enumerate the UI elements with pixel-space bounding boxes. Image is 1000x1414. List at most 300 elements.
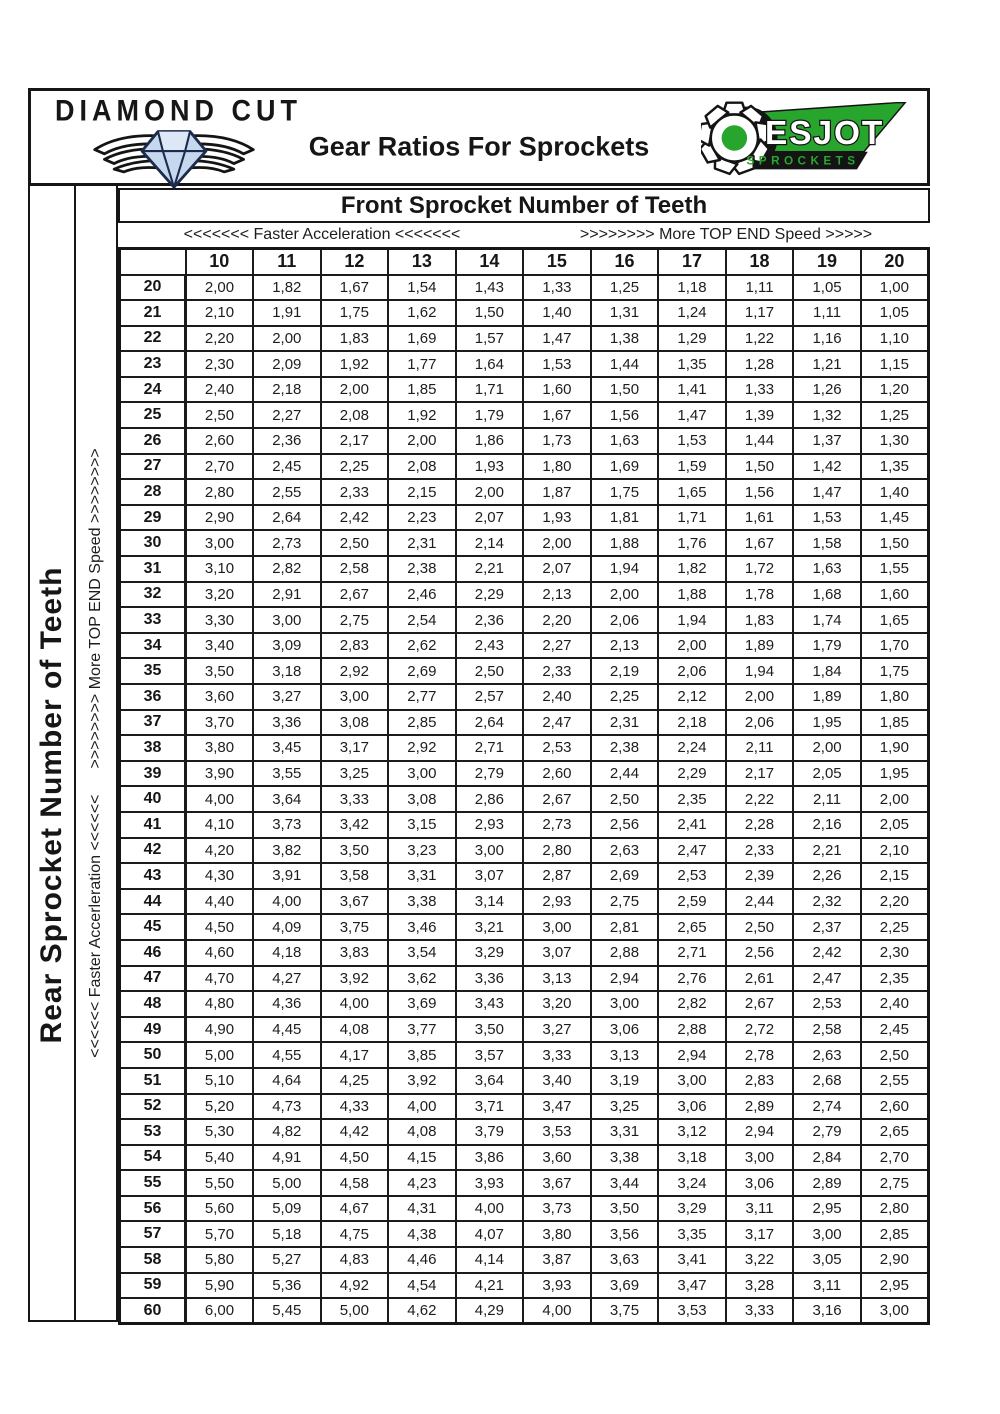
rear-teeth-header-31: 31 <box>120 556 186 582</box>
ratio-cell: 5,00 <box>186 1042 254 1068</box>
ratio-cell: 2,31 <box>591 710 659 736</box>
ratio-cell: 6,00 <box>186 1298 254 1324</box>
ratio-cell: 2,18 <box>253 377 321 403</box>
ratio-cell: 2,54 <box>388 607 456 633</box>
ratio-cell: 2,30 <box>186 351 254 377</box>
ratio-cell: 2,53 <box>658 863 726 889</box>
ratio-cell: 2,43 <box>456 633 524 659</box>
ratio-cell: 3,06 <box>726 1170 794 1196</box>
ratio-cell: 1,67 <box>321 275 389 301</box>
ratio-cell: 2,95 <box>861 1273 929 1299</box>
ratio-row-39 <box>120 761 929 787</box>
ratio-row-58 <box>120 1247 929 1273</box>
rear-teeth-header-25: 25 <box>120 402 186 428</box>
ratio-cell: 2,33 <box>321 479 389 505</box>
ratio-cell: 2,29 <box>456 582 524 608</box>
ratio-cell: 3,36 <box>456 966 524 992</box>
ratio-cell: 2,64 <box>456 710 524 736</box>
ratio-cell: 2,32 <box>793 889 861 915</box>
rear-teeth-header-52: 52 <box>120 1094 186 1120</box>
ratio-cell: 3,70 <box>186 710 254 736</box>
ratio-cell: 4,00 <box>456 1196 524 1222</box>
ratio-cell: 3,69 <box>591 1273 659 1299</box>
ratio-row-51 <box>120 1068 929 1094</box>
ratio-cell: 3,38 <box>591 1145 659 1171</box>
front-teeth-header-13: 13 <box>388 249 456 275</box>
ratio-cell: 4,08 <box>388 1119 456 1145</box>
ratio-cell: 1,59 <box>658 454 726 480</box>
ratio-cell: 2,40 <box>186 377 254 403</box>
rear-teeth-header-42: 42 <box>120 838 186 864</box>
ratio-cell: 4,07 <box>456 1221 524 1247</box>
ratio-cell: 2,33 <box>523 658 591 684</box>
ratio-cell: 3,11 <box>726 1196 794 1222</box>
ratio-cell: 4,55 <box>253 1042 321 1068</box>
ratio-cell: 1,55 <box>861 556 929 582</box>
ratio-row-20 <box>120 275 929 301</box>
ratio-cell: 2,60 <box>861 1094 929 1120</box>
ratio-cell: 1,00 <box>861 275 929 301</box>
ratio-cell: 4,91 <box>253 1145 321 1171</box>
ratio-cell: 1,76 <box>658 530 726 556</box>
ratio-cell: 3,17 <box>321 735 389 761</box>
rear-teeth-header-58: 58 <box>120 1247 186 1273</box>
ratio-cell: 3,90 <box>186 761 254 787</box>
ratio-row-46 <box>120 940 929 966</box>
ratio-cell: 2,87 <box>523 863 591 889</box>
esjot-sprockets-label: SPROCKETS <box>746 154 860 168</box>
ratio-cell: 2,25 <box>861 914 929 940</box>
ratio-cell: 2,07 <box>456 505 524 531</box>
ratio-cell: 1,84 <box>793 658 861 684</box>
ratio-cell: 2,78 <box>726 1042 794 1068</box>
ratio-cell: 2,70 <box>861 1145 929 1171</box>
ratio-cell: 1,45 <box>861 505 929 531</box>
ratio-cell: 2,41 <box>658 812 726 838</box>
ratio-cell: 2,53 <box>523 735 591 761</box>
ratio-cell: 3,17 <box>726 1221 794 1247</box>
ratio-cell: 1,67 <box>523 402 591 428</box>
ratio-cell: 2,58 <box>793 1017 861 1043</box>
ratio-row-29 <box>120 505 929 531</box>
ratio-cell: 2,15 <box>861 863 929 889</box>
front-teeth-header-12: 12 <box>321 249 389 275</box>
rear-teeth-header-39: 39 <box>120 761 186 787</box>
ratio-cell: 2,67 <box>321 582 389 608</box>
ratio-cell: 3,92 <box>321 966 389 992</box>
ratio-cell: 5,30 <box>186 1119 254 1145</box>
ratio-cell: 1,65 <box>658 479 726 505</box>
ratio-cell: 4,33 <box>321 1094 389 1120</box>
diamond-cut-wordmark: DIAMOND CUT <box>55 94 302 127</box>
ratio-row-27 <box>120 454 929 480</box>
ratio-cell: 3,87 <box>523 1247 591 1273</box>
ratio-cell: 3,00 <box>523 914 591 940</box>
ratio-cell: 4,20 <box>186 838 254 864</box>
ratio-cell: 4,40 <box>186 889 254 915</box>
ratio-cell: 1,40 <box>523 300 591 326</box>
ratio-cell: 3,50 <box>456 1017 524 1043</box>
ratio-cell: 1,31 <box>591 300 659 326</box>
ratio-cell: 1,80 <box>861 684 929 710</box>
ratio-cell: 1,90 <box>861 735 929 761</box>
ratio-cell: 2,00 <box>726 684 794 710</box>
ratio-cell: 2,90 <box>186 505 254 531</box>
ratio-cell: 3,13 <box>591 1042 659 1068</box>
ratio-cell: 2,89 <box>793 1170 861 1196</box>
rear-teeth-header-56: 56 <box>120 1196 186 1222</box>
ratio-cell: 2,28 <box>726 812 794 838</box>
ratio-cell: 4,80 <box>186 991 254 1017</box>
rear-teeth-header-35: 35 <box>120 658 186 684</box>
ratio-cell: 1,94 <box>591 556 659 582</box>
ratio-cell: 3,22 <box>726 1247 794 1273</box>
ratio-cell: 1,75 <box>861 658 929 684</box>
ratio-cell: 1,40 <box>861 479 929 505</box>
ratio-cell: 2,10 <box>861 838 929 864</box>
ratio-cell: 2,93 <box>456 812 524 838</box>
ratio-row-37 <box>120 710 929 736</box>
ratio-cell: 2,79 <box>456 761 524 787</box>
ratio-cell: 4,50 <box>186 914 254 940</box>
ratio-cell: 5,10 <box>186 1068 254 1094</box>
ratio-cell: 3,00 <box>658 1068 726 1094</box>
ratio-cell: 3,69 <box>388 991 456 1017</box>
ratio-cell: 3,18 <box>658 1145 726 1171</box>
ratio-cell: 3,38 <box>388 889 456 915</box>
ratio-cell: 3,20 <box>523 991 591 1017</box>
ratio-cell: 2,40 <box>523 684 591 710</box>
ratio-cell: 4,17 <box>321 1042 389 1068</box>
ratio-cell: 3,33 <box>523 1042 591 1068</box>
ratio-cell: 3,00 <box>861 1298 929 1324</box>
ratio-cell: 3,09 <box>253 633 321 659</box>
ratio-cell: 2,06 <box>658 658 726 684</box>
ratio-cell: 4,82 <box>253 1119 321 1145</box>
ratio-cell: 2,94 <box>726 1119 794 1145</box>
ratio-cell: 2,64 <box>253 505 321 531</box>
ratio-cell: 1,93 <box>523 505 591 531</box>
ratio-cell: 3,50 <box>321 838 389 864</box>
ratio-row-41 <box>120 812 929 838</box>
ratio-cell: 3,60 <box>186 684 254 710</box>
rear-teeth-header-27: 27 <box>120 454 186 480</box>
ratio-cell: 2,31 <box>388 530 456 556</box>
ratio-cell: 2,26 <box>793 863 861 889</box>
ratio-cell: 1,74 <box>793 607 861 633</box>
ratio-cell: 1,50 <box>456 300 524 326</box>
ratio-cell: 5,20 <box>186 1094 254 1120</box>
ratio-cell: 2,07 <box>523 556 591 582</box>
ratio-cell: 4,15 <box>388 1145 456 1171</box>
ratio-cell: 1,18 <box>658 275 726 301</box>
ratio-cell: 2,25 <box>591 684 659 710</box>
ratio-cell: 2,85 <box>388 710 456 736</box>
ratio-cell: 1,53 <box>793 505 861 531</box>
ratio-cell: 1,75 <box>591 479 659 505</box>
ratio-cell: 1,21 <box>793 351 861 377</box>
ratio-cell: 3,80 <box>523 1221 591 1247</box>
front-teeth-header-18: 18 <box>726 249 794 275</box>
ratio-cell: 2,00 <box>861 786 929 812</box>
ratio-cell: 4,62 <box>388 1298 456 1324</box>
ratio-cell: 4,08 <box>321 1017 389 1043</box>
ratio-cell: 1,93 <box>456 454 524 480</box>
direction-row <box>120 223 928 247</box>
ratio-cell: 2,73 <box>523 812 591 838</box>
ratio-cell: 1,56 <box>726 479 794 505</box>
rear-teeth-header-60: 60 <box>120 1298 186 1324</box>
ratio-cell: 1,33 <box>523 275 591 301</box>
ratio-cell: 2,94 <box>591 966 659 992</box>
ratio-cell: 1,35 <box>861 454 929 480</box>
ratio-cell: 2,83 <box>726 1068 794 1094</box>
ratio-cell: 1,56 <box>591 402 659 428</box>
ratio-cell: 1,39 <box>726 402 794 428</box>
rear-teeth-header-32: 32 <box>120 582 186 608</box>
ratio-cell: 3,73 <box>523 1196 591 1222</box>
ratio-cell: 3,33 <box>321 786 389 812</box>
ratio-cell: 1,63 <box>591 428 659 454</box>
ratio-cell: 2,63 <box>591 838 659 864</box>
ratio-cell: 3,93 <box>523 1273 591 1299</box>
ratio-cell: 2,23 <box>388 505 456 531</box>
ratio-cell: 4,54 <box>388 1273 456 1299</box>
ratio-cell: 1,11 <box>726 275 794 301</box>
ratio-cell: 2,08 <box>321 402 389 428</box>
ratio-cell: 3,73 <box>253 812 321 838</box>
ratio-cell: 4,09 <box>253 914 321 940</box>
ratio-cell: 3,44 <box>591 1170 659 1196</box>
ratio-cell: 2,63 <box>793 1042 861 1068</box>
ratio-cell: 1,85 <box>861 710 929 736</box>
ratio-cell: 3,19 <box>591 1068 659 1094</box>
ratio-cell: 1,11 <box>793 300 861 326</box>
ratio-cell: 2,05 <box>793 761 861 787</box>
ratio-cell: 2,22 <box>726 786 794 812</box>
ratio-cell: 1,62 <box>388 300 456 326</box>
ratio-cell: 1,47 <box>658 402 726 428</box>
ratio-cell: 1,30 <box>861 428 929 454</box>
ratio-cell: 1,85 <box>388 377 456 403</box>
ratio-cell: 1,60 <box>861 582 929 608</box>
ratio-cell: 1,79 <box>793 633 861 659</box>
diamond-cut-logo <box>55 94 302 190</box>
ratio-row-48 <box>120 991 929 1017</box>
ratio-cell: 2,21 <box>793 838 861 864</box>
ratio-cell: 2,38 <box>591 735 659 761</box>
ratio-cell: 2,44 <box>591 761 659 787</box>
ratio-cell: 4,31 <box>388 1196 456 1222</box>
winged-diamond-icon <box>86 126 262 190</box>
ratio-cell: 3,54 <box>388 940 456 966</box>
ratio-cell: 3,12 <box>658 1119 726 1145</box>
ratio-cell: 1,20 <box>861 377 929 403</box>
ratio-cell: 2,17 <box>726 761 794 787</box>
ratio-cell: 3,58 <box>321 863 389 889</box>
ratio-cell: 5,60 <box>186 1196 254 1222</box>
ratio-cell: 2,86 <box>456 786 524 812</box>
ratio-cell: 2,82 <box>658 991 726 1017</box>
ratio-cell: 2,10 <box>186 300 254 326</box>
ratio-row-55 <box>120 1170 929 1196</box>
ratio-cell: 2,08 <box>388 454 456 480</box>
ratio-cell: 3,93 <box>456 1170 524 1196</box>
ratio-cell: 1,94 <box>726 658 794 684</box>
ratio-cell: 2,57 <box>456 684 524 710</box>
ratio-row-31 <box>120 556 929 582</box>
ratio-cell: 1,47 <box>793 479 861 505</box>
ratio-cell: 2,18 <box>658 710 726 736</box>
ratio-cell: 1,43 <box>456 275 524 301</box>
ratio-cell: 3,00 <box>591 991 659 1017</box>
ratio-cell: 2,55 <box>861 1068 929 1094</box>
ratio-cell: 2,33 <box>726 838 794 864</box>
ratio-cell: 2,53 <box>793 991 861 1017</box>
ratio-cell: 2,35 <box>658 786 726 812</box>
front-teeth-header-19: 19 <box>793 249 861 275</box>
rear-teeth-header-47: 47 <box>120 966 186 992</box>
ratio-cell: 2,13 <box>523 582 591 608</box>
ratio-cell: 2,13 <box>591 633 659 659</box>
ratio-cell: 3,80 <box>186 735 254 761</box>
ratio-cell: 4,21 <box>456 1273 524 1299</box>
ratio-cell: 1,61 <box>726 505 794 531</box>
rear-teeth-header-21: 21 <box>120 300 186 326</box>
ratio-cell: 4,00 <box>523 1298 591 1324</box>
ratio-cell: 2,84 <box>793 1145 861 1171</box>
ratio-cell: 1,50 <box>591 377 659 403</box>
ratio-cell: 5,00 <box>321 1298 389 1324</box>
ratio-row-36 <box>120 684 929 710</box>
ratio-cell: 3,83 <box>321 940 389 966</box>
rear-teeth-header-36: 36 <box>120 684 186 710</box>
ratio-row-21 <box>120 300 929 326</box>
ratio-cell: 5,36 <box>253 1273 321 1299</box>
ratio-cell: 2,29 <box>658 761 726 787</box>
ratio-cell: 3,30 <box>186 607 254 633</box>
ratio-cell: 5,27 <box>253 1247 321 1273</box>
ratio-cell: 3,24 <box>658 1170 726 1196</box>
ratio-cell: 2,14 <box>456 530 524 556</box>
ratio-cell: 4,60 <box>186 940 254 966</box>
ratio-cell: 2,00 <box>253 326 321 352</box>
ratio-cell: 1,88 <box>591 530 659 556</box>
ratio-cell: 4,58 <box>321 1170 389 1196</box>
rear-teeth-header-22: 22 <box>120 326 186 352</box>
ratio-cell: 1,42 <box>793 454 861 480</box>
ratio-cell: 2,58 <box>321 556 389 582</box>
ratio-cell: 2,15 <box>388 479 456 505</box>
ratio-cell: 1,24 <box>658 300 726 326</box>
ratio-cell: 2,65 <box>861 1119 929 1145</box>
ratio-cell: 5,18 <box>253 1221 321 1247</box>
ratio-cell: 2,80 <box>523 838 591 864</box>
ratio-cell: 1,65 <box>861 607 929 633</box>
ratio-cell: 4,00 <box>186 786 254 812</box>
ratio-cell: 2,71 <box>456 735 524 761</box>
ratio-cell: 1,69 <box>388 326 456 352</box>
ratio-cell: 1,72 <box>726 556 794 582</box>
ratio-cell: 3,75 <box>321 914 389 940</box>
ratio-cell: 2,82 <box>253 556 321 582</box>
ratio-row-56 <box>120 1196 929 1222</box>
ratio-cell: 2,38 <box>388 556 456 582</box>
ratio-cell: 1,69 <box>591 454 659 480</box>
left-sidebar <box>28 186 118 1322</box>
ratio-cell: 3,46 <box>388 914 456 940</box>
ratio-cell: 1,83 <box>321 326 389 352</box>
ratio-cell: 2,25 <box>321 454 389 480</box>
rear-teeth-header-45: 45 <box>120 914 186 940</box>
ratio-cell: 1,10 <box>861 326 929 352</box>
ratio-cell: 2,47 <box>658 838 726 864</box>
ratio-cell: 4,36 <box>253 991 321 1017</box>
ratio-cell: 5,50 <box>186 1170 254 1196</box>
ratio-cell: 5,80 <box>186 1247 254 1273</box>
ratio-cell: 4,83 <box>321 1247 389 1273</box>
esjot-wordmark: ESJOT <box>765 114 885 152</box>
ratio-cell: 1,37 <box>793 428 861 454</box>
ratio-cell: 3,16 <box>793 1298 861 1324</box>
ratio-cell: 2,60 <box>523 761 591 787</box>
ratio-cell: 1,32 <box>793 402 861 428</box>
ratio-cell: 2,11 <box>726 735 794 761</box>
ratio-cell: 4,29 <box>456 1298 524 1324</box>
ratio-cell: 2,77 <box>388 684 456 710</box>
rear-teeth-header-28: 28 <box>120 479 186 505</box>
ratio-cell: 4,46 <box>388 1247 456 1273</box>
ratio-cell: 1,28 <box>726 351 794 377</box>
rear-teeth-header-48: 48 <box>120 991 186 1017</box>
ratio-cell: 1,71 <box>456 377 524 403</box>
rear-teeth-header-29: 29 <box>120 505 186 531</box>
ratio-cell: 3,67 <box>523 1170 591 1196</box>
ratio-cell: 2,30 <box>861 940 929 966</box>
ratio-cell: 3,50 <box>186 658 254 684</box>
ratio-cell: 4,90 <box>186 1017 254 1043</box>
corner-cell <box>120 249 186 275</box>
ratio-cell: 1,78 <box>726 582 794 608</box>
ratio-cell: 4,38 <box>388 1221 456 1247</box>
ratio-row-57 <box>120 1221 929 1247</box>
ratio-cell: 5,90 <box>186 1273 254 1299</box>
ratio-row-42 <box>120 838 929 864</box>
front-teeth-header-16: 16 <box>591 249 659 275</box>
ratio-cell: 3,47 <box>658 1273 726 1299</box>
ratio-cell: 4,45 <box>253 1017 321 1043</box>
ratio-cell: 2,65 <box>658 914 726 940</box>
ratio-cell: 3,18 <box>253 658 321 684</box>
front-sprocket-header: Front Sprocket Number of Teeth <box>118 188 930 223</box>
ratio-cell: 1,89 <box>726 633 794 659</box>
ratio-cell: 1,83 <box>726 607 794 633</box>
ratio-cell: 3,41 <box>658 1247 726 1273</box>
rear-axis-direction-column <box>76 186 116 1320</box>
ratio-row-33 <box>120 607 929 633</box>
ratio-cell: 2,72 <box>726 1017 794 1043</box>
ratio-cell: 2,46 <box>388 582 456 608</box>
ratio-cell: 2,83 <box>321 633 389 659</box>
ratio-cell: 3,05 <box>793 1247 861 1273</box>
ratio-cell: 1,47 <box>523 326 591 352</box>
ratio-row-52 <box>120 1094 929 1120</box>
ratio-cell: 4,27 <box>253 966 321 992</box>
ratio-cell: 2,75 <box>321 607 389 633</box>
ratio-cell: 3,08 <box>388 786 456 812</box>
ratio-cell: 5,45 <box>253 1298 321 1324</box>
ratio-cell: 1,15 <box>861 351 929 377</box>
